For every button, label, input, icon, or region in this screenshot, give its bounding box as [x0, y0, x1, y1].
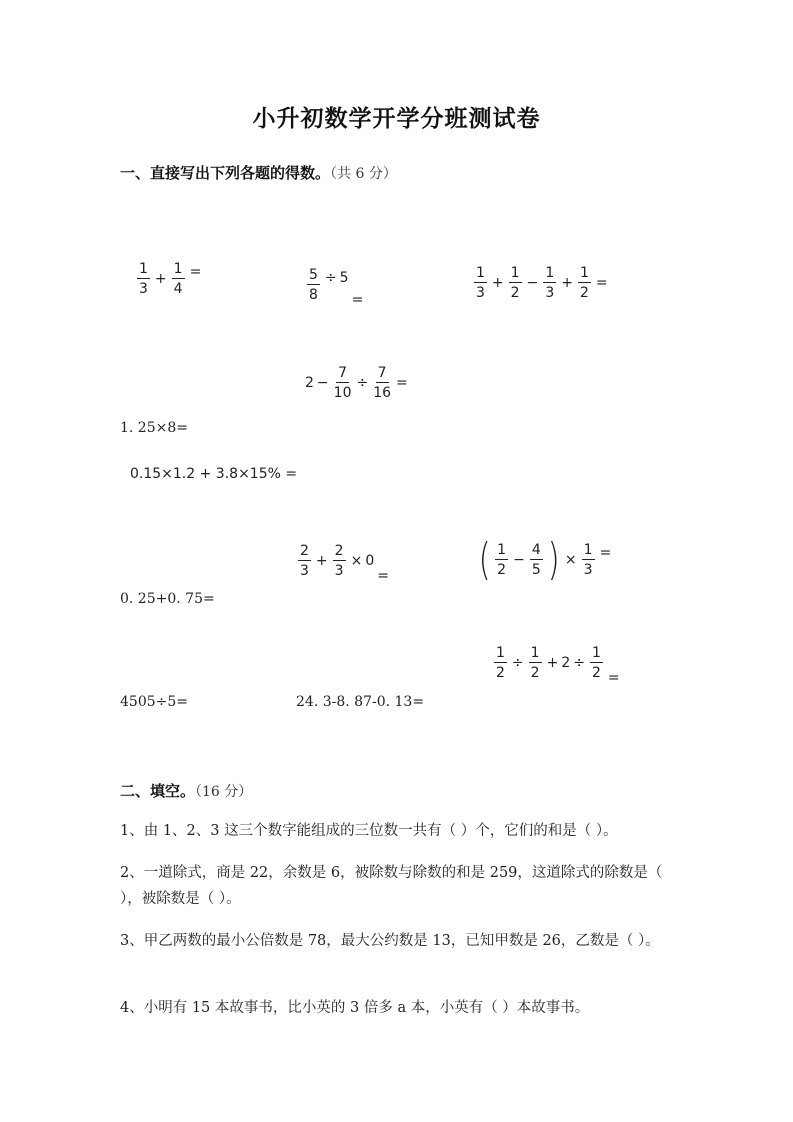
- section-1-title: 一、直接写出下列各题的得数。: [120, 164, 331, 182]
- equals: =: [595, 275, 608, 291]
- operator: −: [526, 275, 539, 291]
- section-2-points: （16 分）: [195, 784, 253, 800]
- expression-12: 24. 3-8. 87-0. 13=: [296, 694, 425, 710]
- fraction: $\frac{5}{8}$: [309, 267, 318, 303]
- expression-6: [130, 466, 297, 482]
- expression-1: [135, 262, 204, 296]
- section-2-title: 二、填空。: [120, 782, 196, 800]
- expression-5: 1. 25×8=: [120, 420, 188, 436]
- fraction: $\frac{1}{2}$: [510, 265, 520, 301]
- fraction: $\frac{7}{16}$: [373, 365, 392, 401]
- expression-10: [492, 645, 623, 686]
- operator: +: [154, 271, 167, 287]
- expression-7: [296, 543, 392, 584]
- fraction: $\frac{1}{3}$: [139, 261, 148, 297]
- operator: ÷: [324, 270, 337, 286]
- operator: ÷: [356, 375, 369, 391]
- operator: ÷: [511, 655, 524, 671]
- right-paren: ): [547, 534, 560, 585]
- expression-9: 0. 25+0. 75=: [120, 591, 215, 607]
- fraction: $\frac{7}{10}$: [333, 365, 352, 401]
- equals: =: [607, 670, 620, 686]
- equals: =: [377, 568, 389, 584]
- equals: =: [189, 264, 202, 280]
- expression-8: [476, 534, 614, 585]
- expression-text: 0.15×1.2 + 3.8×15% =: [130, 466, 298, 482]
- fraction: $\frac{4}{5}$: [531, 542, 541, 578]
- section-1-heading: [120, 162, 397, 183]
- left-paren: (: [478, 534, 491, 585]
- fraction: $\frac{1}{2}$: [530, 645, 540, 681]
- operator: −: [513, 552, 525, 568]
- section-2-heading: [120, 780, 252, 801]
- fraction: $\frac{2}{3}$: [300, 543, 309, 579]
- fraction: $\frac{2}{3}$: [334, 543, 344, 579]
- fraction: $\frac{1}{4}$: [173, 261, 183, 297]
- page-title: 小升初数学开学分班测试卷: [252, 105, 541, 132]
- question-1: 1、由 1、2、3 这三个数字能组成的三位数一共有（ ）个，它们的和是（ ）。: [120, 823, 618, 839]
- question-2: 2、一道除式，商是 22，余数是 6，被除数与除数的和是 259，这道除式的除数是（ ），被除数是（ ）。: [120, 865, 663, 907]
- equals: =: [351, 292, 364, 308]
- operator: −: [316, 375, 329, 391]
- operator: ×: [564, 552, 577, 568]
- fraction: $\frac{1}{2}$: [591, 645, 601, 681]
- fraction: $\frac{1}{3}$: [545, 265, 555, 301]
- operator: +: [561, 275, 573, 291]
- fraction: $\frac{1}{3}$: [476, 265, 485, 301]
- operator: +: [491, 275, 504, 291]
- operator: ÷: [573, 655, 585, 671]
- equals: =: [599, 545, 612, 561]
- expression-4: [305, 366, 411, 400]
- operator: ×: [350, 553, 363, 569]
- question-3: 3、甲乙两数的最小公倍数是 78，最大公约数是 13，已知甲数是 26，乙数是（ ）。: [120, 933, 660, 949]
- section-1-points: （共 6 分）: [330, 166, 397, 182]
- expression-2: [305, 267, 366, 308]
- fraction: $\frac{1}{2}$: [497, 542, 507, 578]
- number: 2: [305, 375, 314, 391]
- fraction: $\frac{1}{3}$: [583, 542, 593, 578]
- number: 2: [561, 655, 571, 671]
- expression-11: 4505÷5=: [120, 694, 188, 710]
- fraction: $\frac{1}{2}$: [579, 265, 589, 301]
- fraction: $\frac{1}{2}$: [496, 645, 505, 681]
- number: 5: [339, 270, 349, 286]
- equals: =: [396, 375, 408, 391]
- number: 0: [365, 553, 375, 569]
- operator: +: [546, 655, 559, 671]
- expression-3: [472, 266, 611, 300]
- operator: +: [315, 553, 328, 569]
- question-4: 4、小明有 15 本故事书，比小英的 3 倍多 a 本，小英有（ ）本故事书。: [120, 1000, 590, 1016]
